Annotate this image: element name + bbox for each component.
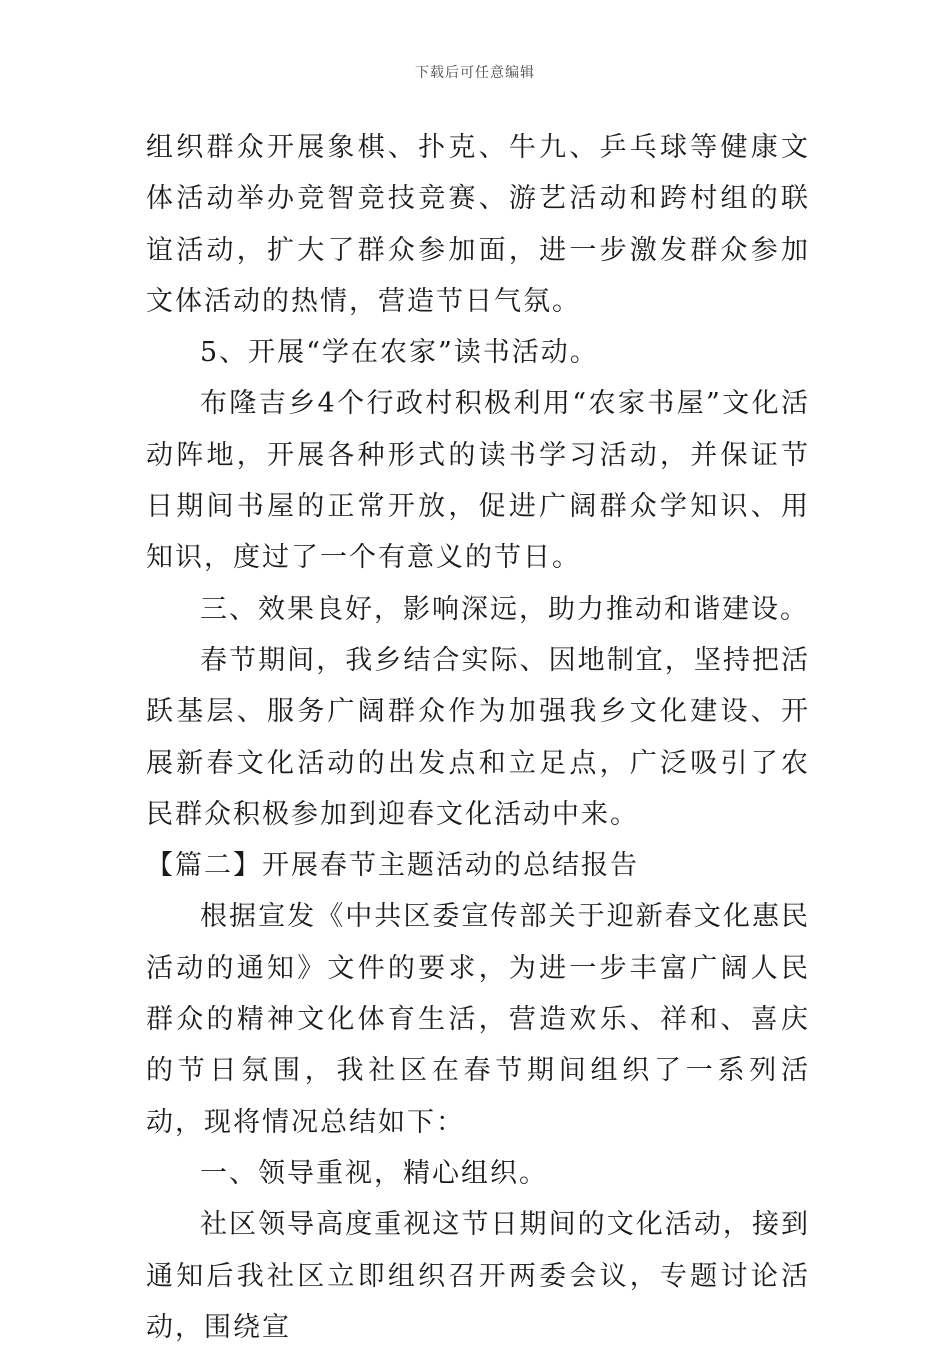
document-body [146, 122, 810, 1353]
heading-reading-activity: 5、开展“学在农家”读书活动。 [200, 337, 599, 369]
paragraph-article-two-intro: 根据宣发《中共区委宣传部关于迎新春文化惠民活动的通知》文件的要求，为进一步丰富广阔人民群众的精神文化体育生活，营造欢乐、祥和、喜庆的节日氛围，我社区在春节期间组织了一系列活动，现将情况总结如下： [146, 901, 810, 1138]
paragraph-section-one: 社区领导高度重视这节日期间的文化活动，接到通知后我社区立即组织召开两委会议，专题讨论活动，围绕宣 [146, 1209, 810, 1343]
heading-section-one: 一、领导重视，精心组织。 [200, 1157, 548, 1189]
article-two-title: 【篇二】开展春节主题活动的总结报告 [146, 850, 639, 882]
heading-section-three: 三、效果良好，影响深远，助力推动和谐建设。 [200, 593, 809, 625]
paragraph-activities-intro: 组织群众开展象棋、扑克、牛九、乒乓球等健康文体活动举办竞智竞技竞赛、游艺活动和跨村组的联谊活动，扩大了群众参加面，进一步激发群众参加文体活动的热情，营造节日气氛。 [146, 132, 810, 317]
paragraph-reading-activity: 布隆吉乡4个行政村积极利用“农家书屋”文化活动阵地，开展各种形式的读书学习活动，并保证节日期间书屋的正常开放，促进广阔群众学知识、用知识，度过了一个有意义的节日。 [146, 388, 810, 574]
paragraph-section-three: 春节期间，我乡结合实际、因地制宜，坚持把活跃基层、服务广阔群众作为加强我乡文化建设、开展新春文化活动的出发点和立足点，广泛吸引了农民群众积极参加到迎春文化活动中来。 [146, 644, 810, 830]
page-header-note: 下载后可任意编辑 [415, 65, 535, 81]
